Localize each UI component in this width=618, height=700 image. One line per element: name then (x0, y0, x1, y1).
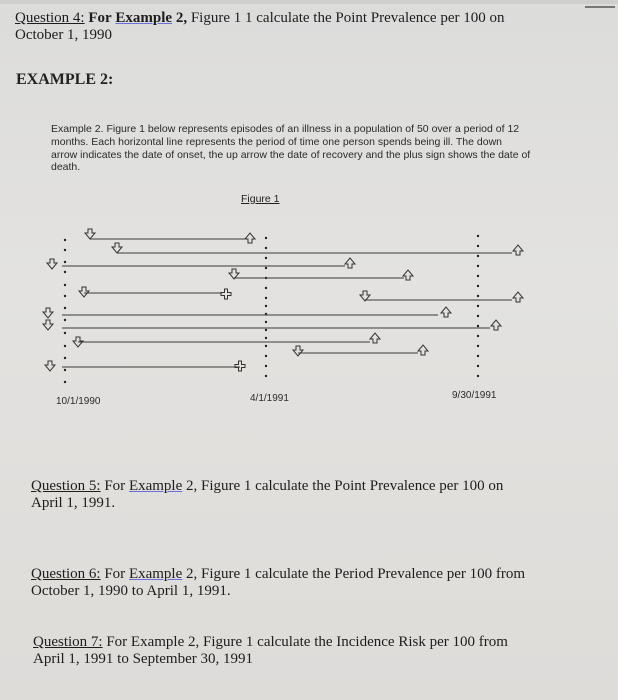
question-7 (33, 634, 593, 668)
death-plus-icon (235, 361, 245, 371)
onset-arrow-icon (45, 361, 55, 371)
recovery-arrow-icon (403, 270, 413, 280)
recovery-arrow-icon (513, 292, 523, 302)
corner-mark (585, 6, 615, 8)
example-description: Example 2. Figure 1 below represents episodes of an illness in a population of 50 over a period of 12 months. Each horizontal line represents the period of time one person spends being ill. The down arrow indicates the date of onset, the up arrow the date of recovery and the plus sign shows the date of death. (51, 123, 531, 174)
question-7-text: For Example 2, Figure 1 calculate the Incidence Risk per 100 from (106, 634, 508, 650)
onset-arrow-icon (79, 287, 89, 297)
onset-arrow-icon (112, 243, 122, 253)
figure-title: Figure 1 (241, 193, 280, 205)
question-6 (31, 566, 591, 600)
date-label-end: 9/30/1991 (452, 390, 497, 401)
question-6-line2: October 1, 1990 to April 1, 1991. (31, 583, 231, 599)
date-label-mid: 4/1/1991 (250, 393, 289, 404)
recovery-arrow-icon (491, 320, 501, 330)
dotted-line-end (477, 235, 479, 377)
onset-arrow-icon (85, 229, 95, 239)
question-4-line2: October 1, 1990 (15, 27, 113, 43)
recovery-arrow-icon (418, 345, 428, 355)
question-6-text: 2, Figure 1 calculate the Period Prevalence per 100 from (186, 566, 526, 582)
question-5-line2: April 1, 1991. (31, 495, 116, 511)
onset-arrow-icon (47, 259, 57, 269)
question-6-for: For (104, 566, 126, 582)
recovery-arrow-icon (370, 333, 380, 343)
question-5-label: Question 5: (31, 478, 101, 494)
question-5-example: Example (128, 478, 183, 494)
question-4-label: Question 4: (15, 10, 85, 26)
question-6-label: Question 6: (31, 566, 101, 582)
dotted-line-start (64, 239, 66, 383)
question-7-label: Question 7: (33, 634, 103, 650)
figure-1-diagram (0, 200, 618, 415)
question-4-for: For (88, 10, 112, 26)
example-heading: EXAMPLE 2: (16, 71, 114, 88)
question-5 (31, 478, 571, 512)
onset-arrow-icon (43, 320, 53, 330)
question-4-text: Figure 1 1 calculate the Point Prevalence per 100 on (190, 10, 505, 26)
question-5-text: 2, Figure 1 calculate the Point Prevalence per 100 on (186, 478, 504, 494)
onset-arrow-icon (293, 346, 303, 356)
question-4-example: Example (115, 10, 173, 26)
death-plus-icon (221, 289, 231, 299)
recovery-arrow-icon (245, 233, 255, 243)
date-label-start: 10/1/1990 (56, 396, 101, 407)
episode-lines (62, 239, 512, 367)
question-6-example: Example (128, 566, 183, 582)
question-4 (15, 10, 575, 44)
page-top-edge (0, 0, 618, 4)
dotted-line-mid (265, 237, 267, 377)
onset-arrow-icon (43, 308, 53, 318)
question-4-num: 2, (175, 10, 188, 26)
question-7-line2: April 1, 1991 to September 30, 1991 (33, 651, 253, 667)
recovery-arrow-icon (441, 307, 451, 317)
question-5-for: For (104, 478, 126, 494)
recovery-arrow-icon (345, 258, 355, 268)
recovery-arrow-icon (513, 245, 523, 255)
